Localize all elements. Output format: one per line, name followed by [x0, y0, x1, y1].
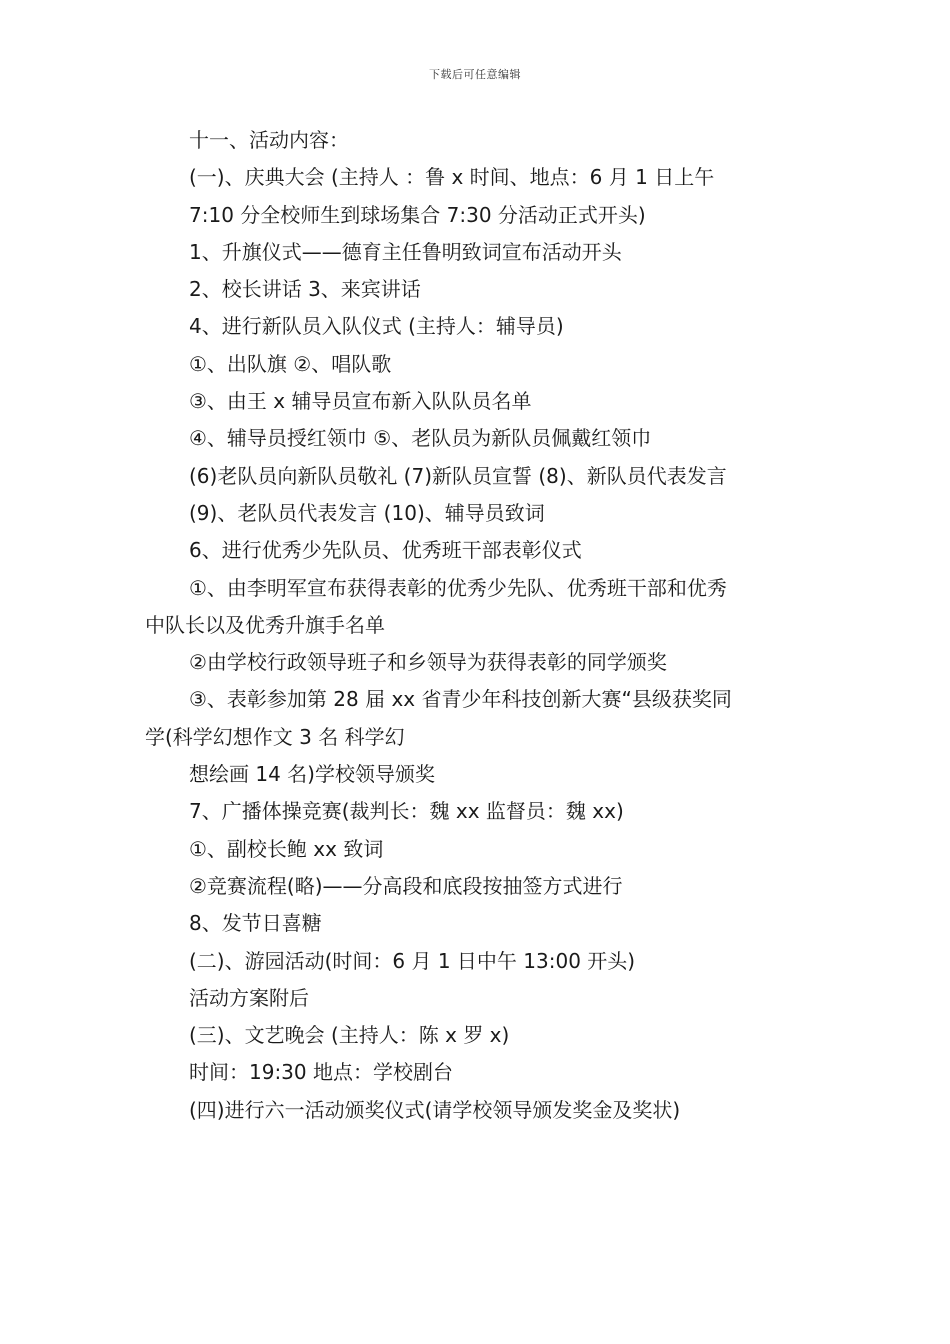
paragraph-line: ③、表彰参加第 28 届 xx 省青少年科技创新大赛“县级获奖同: [189, 687, 732, 712]
document-body: [145, 122, 815, 1129]
paragraph-line: 中队长以及优秀升旗手名单: [145, 612, 385, 637]
page-header: 下载后可任意编辑: [429, 68, 521, 81]
section-heading: 十一、活动内容：: [189, 128, 349, 152]
paragraph-line: 学(科学幻想作文 3 名 科学幻: [145, 724, 405, 749]
paragraph-line: (9)、老队员代表发言 (10)、辅导员致词: [189, 500, 545, 525]
paragraph-line: ③、由王 x 辅导员宣布新入队队员名单: [189, 389, 532, 414]
paragraph-line: 时间：19:30 地点：学校剧台: [189, 1060, 453, 1085]
paragraph-line: ④、辅导员授红领巾 ⑤、老队员为新队员佩戴红领巾: [189, 426, 652, 451]
paragraph-line: ①、由李明军宣布获得表彰的优秀少先队、优秀班干部和优秀: [189, 575, 727, 600]
paragraph-line: 活动方案附后: [189, 985, 309, 1010]
paragraph-line: (一)、庆典大会 (主持人 ：鲁 x 时间、地点：6 月 1 日上午: [189, 165, 715, 190]
paragraph-line: ②由学校行政领导班子和乡领导为获得表彰的同学颁奖: [189, 650, 667, 675]
paragraph-line: 2、校长讲话 3、来宾讲话: [189, 277, 421, 302]
paragraph-line: 6、进行优秀少先队员、优秀班干部表彰仪式: [189, 538, 582, 563]
paragraph-line: 8、发节日喜糖: [189, 911, 322, 936]
paragraph-line: 想绘画 14 名)学校领导颁奖: [189, 762, 435, 787]
paragraph-line: (四)进行六一活动颁奖仪式(请学校领导颁发奖金及奖状): [189, 1097, 681, 1122]
paragraph-line: (6)老队员向新队员敬礼 (7)新队员宣誓 (8)、新队员代表发言: [189, 463, 727, 488]
paragraph-line: 7、广播体操竞赛(裁判长：魏 xx 监督员：魏 xx): [189, 799, 624, 824]
paragraph-line: (三)、文艺晚会 (主持人：陈 x 罗 x): [189, 1023, 510, 1048]
paragraph-line: ②竞赛流程(略)——分高段和底段按抽签方式进行: [189, 873, 623, 898]
paragraph-line: (二)、游园活动(时间：6 月 1 日中午 13:00 开头): [189, 948, 636, 973]
paragraph-line: ①、副校长鲍 xx 致词: [189, 836, 384, 861]
paragraph-line: ①、出队旗 ②、唱队歌: [189, 351, 392, 376]
paragraph-line: 1、升旗仪式——德育主任鲁明致词宣布活动开头: [189, 239, 622, 264]
paragraph-line: 4、进行新队员入队仪式 (主持人：辅导员): [189, 314, 564, 339]
paragraph-line: 7:10 分全校师生到球场集合 7:30 分活动正式开头): [189, 202, 646, 227]
